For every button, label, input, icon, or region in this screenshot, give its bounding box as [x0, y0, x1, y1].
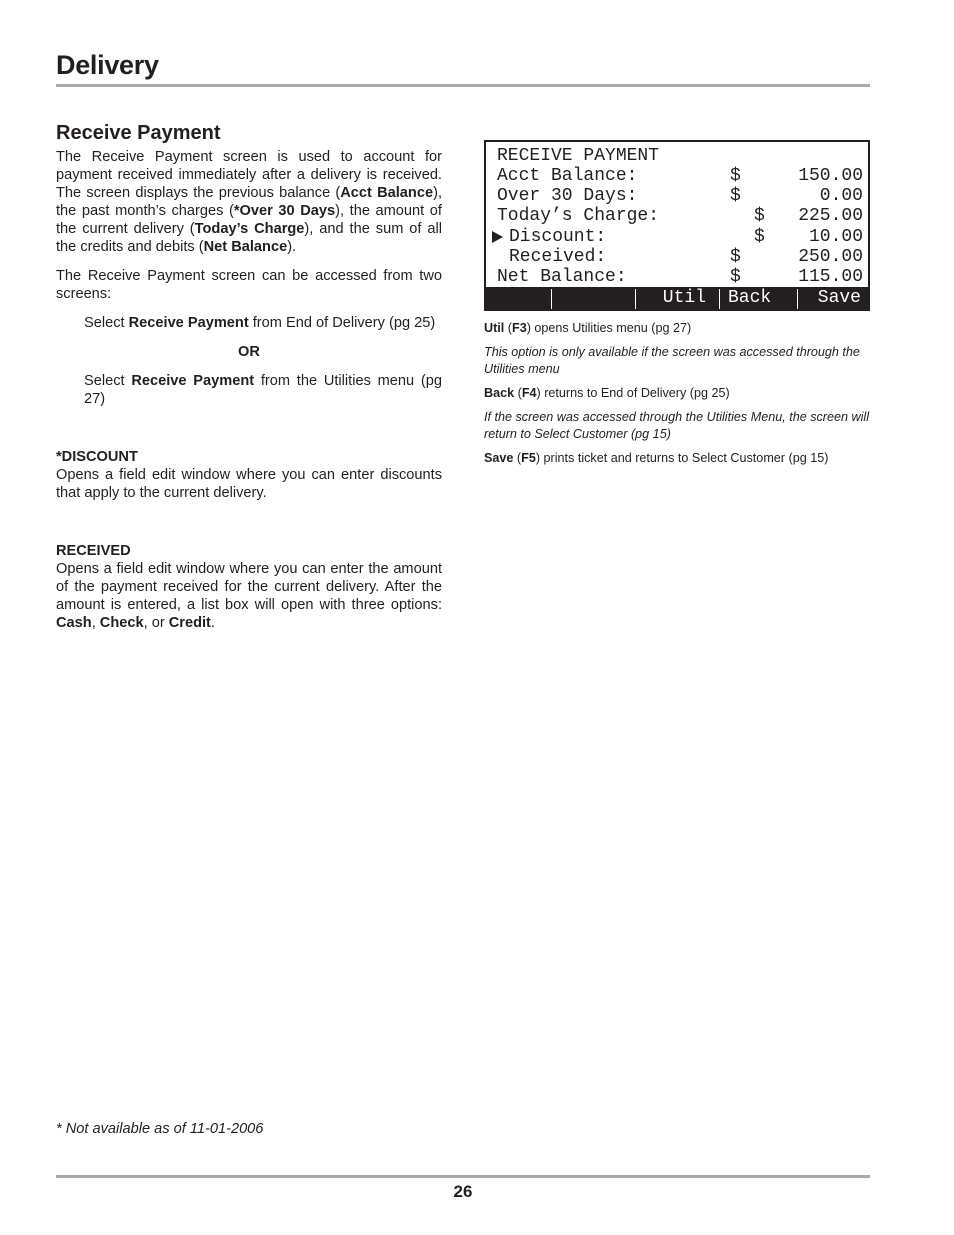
intro-text: ), the amount of the current delivery ( [56, 203, 442, 237]
access-option-1 [84, 314, 442, 332]
todays-charge-term: Today’s Charge [194, 221, 305, 237]
intro-text: ). [287, 239, 297, 255]
terminal-screen [484, 140, 870, 311]
section-title: Receive Payment [56, 122, 221, 144]
row-amount: 0.00 [819, 186, 863, 206]
option-text: Select [84, 315, 129, 331]
row-amount: 150.00 [798, 166, 863, 186]
note-text: ) opens Utilities menu (pg 27) [526, 321, 692, 335]
discount-heading: *DISCOUNT [56, 449, 138, 465]
option-text: from the Utilities menu (pg 27) [84, 373, 442, 407]
function-key-notes [484, 320, 872, 474]
or-separator: OR [238, 344, 260, 360]
row-amount: 225.00 [798, 206, 863, 226]
received-heading: RECEIVED [56, 543, 131, 559]
note-key-name: Util [484, 321, 505, 335]
row-label: Today’s Charge: [497, 206, 660, 226]
footnote: * Not available as of 11-01-2006 [56, 1121, 264, 1137]
option-term: Receive Payment [131, 373, 255, 389]
access-paragraph: The Receive Payment screen can be accessed from two screens: [56, 268, 442, 302]
option-term: Receive Payment [128, 315, 249, 331]
row-label: Acct Balance: [497, 166, 638, 186]
note-key-code: F4 [521, 386, 537, 400]
row-currency: $ [730, 166, 741, 186]
note-key-code: F5 [521, 451, 536, 465]
note-text: ( [514, 386, 522, 400]
row-currency: $ [730, 186, 741, 206]
received-text: , [91, 615, 100, 631]
row-label: Net Balance: [497, 267, 627, 287]
row-currency: $ [730, 247, 741, 267]
save-note [484, 450, 872, 467]
row-label: Over 30 Days: [497, 186, 638, 206]
back-button[interactable]: Back [728, 288, 772, 308]
row-currency: $ [754, 206, 765, 226]
util-note [484, 320, 872, 337]
intro-text: ), the past month’s charges ( [56, 185, 442, 219]
received-text: , or [143, 615, 169, 631]
page-number: 26 [453, 1182, 473, 1201]
check-term: Check [99, 615, 144, 631]
note-key-code: F3 [512, 321, 527, 335]
terminal-row-over-30-days[interactable] [497, 186, 863, 206]
util-availability-note: This option is only available if the screen was accessed through the Utilities menu [484, 345, 860, 376]
selection-arrow-icon [492, 231, 503, 243]
cash-term: Cash [56, 615, 92, 631]
back-return-note: If the screen was accessed through the Utilities Menu, the screen will return to Select Customer (pg 15) [484, 410, 869, 441]
note-key-name: Save [484, 451, 514, 465]
note-key-name: Back [484, 386, 515, 400]
back-note [484, 385, 872, 402]
row-label: Discount: [509, 227, 607, 247]
received-text: . [210, 615, 215, 631]
intro-text: ), and the sum of all the credits and debits ( [56, 221, 442, 255]
row-amount: 10.00 [808, 227, 863, 247]
row-amount: 250.00 [798, 247, 863, 267]
option-text: Select [84, 373, 132, 389]
row-currency: $ [730, 267, 741, 287]
discount-paragraph: Opens a field edit window where you can enter discounts that apply to the current delivery. [56, 467, 442, 501]
row-label: Received: [509, 247, 607, 267]
terminal-row-received[interactable] [497, 247, 863, 267]
net-balance-term: Net Balance [203, 239, 288, 255]
terminal-row-net-balance [497, 267, 863, 287]
credit-term: Credit [168, 615, 211, 631]
function-key-bar [486, 287, 868, 309]
access-option-2 [84, 372, 442, 408]
terminal-row-discount[interactable] [497, 227, 863, 247]
f2-key[interactable] [552, 287, 634, 309]
terminal-row-acct-balance[interactable] [497, 166, 863, 186]
note-text: ) returns to End of Delivery (pg 25) [536, 386, 730, 400]
note-text: ) prints ticket and returns to Select Customer (pg 15) [535, 451, 829, 465]
left-column [56, 120, 442, 632]
acct-balance-term: Acct Balance [340, 185, 434, 201]
note-text: ( [513, 451, 522, 465]
intro-text: The Receive Payment screen is used to account for payment received immediately after a delivery is received. The screen displays the previous balance ( [56, 149, 442, 201]
util-button[interactable]: Util [662, 288, 706, 308]
received-paragraph [56, 560, 442, 632]
over-30-days-term: *Over 30 Days [233, 203, 336, 219]
footer-divider [56, 1175, 870, 1178]
note-text: ( [504, 321, 512, 335]
option-text: from End of Delivery (pg 25) [248, 315, 436, 331]
intro-paragraph [56, 148, 442, 256]
header-divider [56, 84, 870, 87]
row-currency: $ [754, 227, 765, 247]
terminal-row-todays-charge[interactable] [497, 206, 863, 226]
page-title: Delivery [56, 50, 159, 80]
received-text: Opens a field edit window where you can enter the amount of the payment received for the current delivery. After the amount is entered, a list box will open with three options: [56, 561, 442, 613]
terminal-title: RECEIVE PAYMENT [497, 146, 660, 166]
save-button[interactable]: Save [817, 288, 861, 308]
f1-key[interactable] [486, 287, 550, 309]
row-amount: 115.00 [798, 267, 863, 287]
